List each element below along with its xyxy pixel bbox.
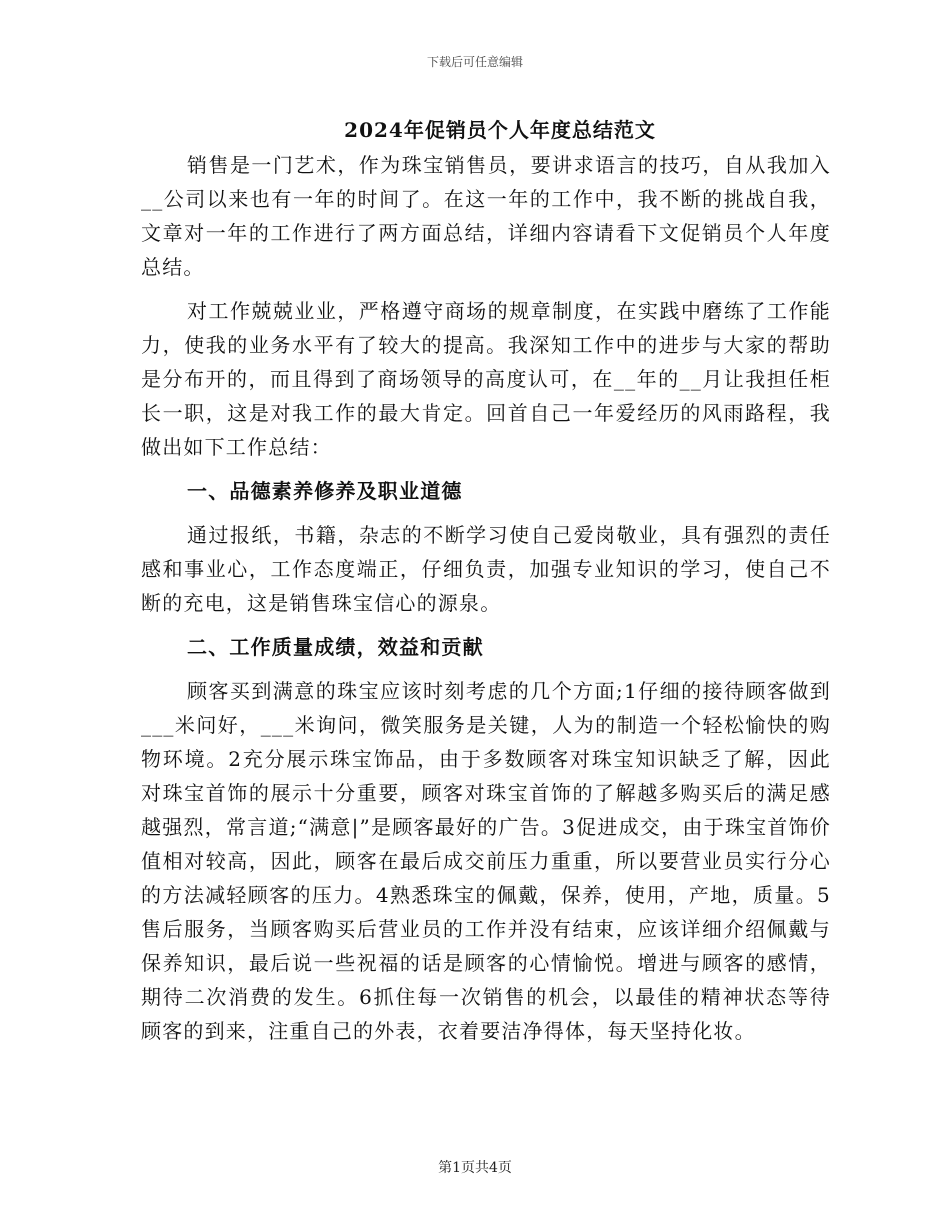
section-1-heading: 一、品德素养修养及职业道德: [187, 479, 463, 503]
document-title: 2024年促销员个人年度总结范文: [344, 118, 656, 142]
document-body: [141, 148, 831, 1058]
section-2-paragraph: 顾客买到满意的珠宝应该时刻考虑的几个方面;1仔细的接待顾客做到___米问好，___米询问，微笑服务是关键，人为的制造一个轻松愉快的购物环境。2充分展示珠宝饰品，由于多数顾客对珠宝知识缺乏了解，因此对珠宝首饰的展示十分重要，顾客对珠宝首饰的了解越多购买后的满足感越强烈，常言道;“满意|”是顾客最好的广告。3促进成交，由于珠宝首饰价值相对较高，因此，顾客在最后成交前压力重重，所以要营业员实行分心的方法减轻顾客的压力。4熟悉珠宝的佩戴，保养，使用，产地，质量。5售后服务，当顾客购买后营业员的工作并没有结束，应该详细介绍佩戴与保养知识，最后说一些祝福的话是顾客的心情愉悦。增进与顾客的感情，期待二次消费的发生。6抓住每一次销售的机会，以最佳的精神状态等待顾客的到来，注重自己的外表，衣着要洁净得体，每天坚持化妆。: [141, 679, 831, 1043]
section-1-paragraph: 通过报纸，书籍，杂志的不断学习使自己爱岗敬业，具有强烈的责任感和事业心，工作态度端正，仔细负责，加强专业知识的学习，使自己不断的充电，这是销售珠宝信心的源泉。: [141, 523, 831, 615]
page-footer: 第1页共4页: [438, 1160, 512, 1176]
intro-paragraph: 销售是一门艺术，作为珠宝销售员，要讲求语言的技巧，自从我加入__公司以来也有一年的时间了。在这一年的工作中，我不断的挑战自我，文章对一年的工作进行了两方面总结，详细内容请看下文促销员个人年度总结。: [141, 153, 831, 279]
section-2-heading: 二、工作质量成绩，效益和贡献: [187, 635, 484, 659]
paragraph-work-attitude: 对工作兢兢业业，严格遵守商场的规章制度，在实践中磨练了工作能力，使我的业务水平有了较大的提高。我深知工作中的进步与大家的帮助是分布开的，而且得到了商场领导的高度认可，在__年的__月让我担任柜长一职，这是对我工作的最大肯定。回首自己一年爱经历的风雨路程，我做出如下工作总结：: [141, 299, 831, 459]
page-header: 下载后可任意编辑: [426, 55, 523, 69]
